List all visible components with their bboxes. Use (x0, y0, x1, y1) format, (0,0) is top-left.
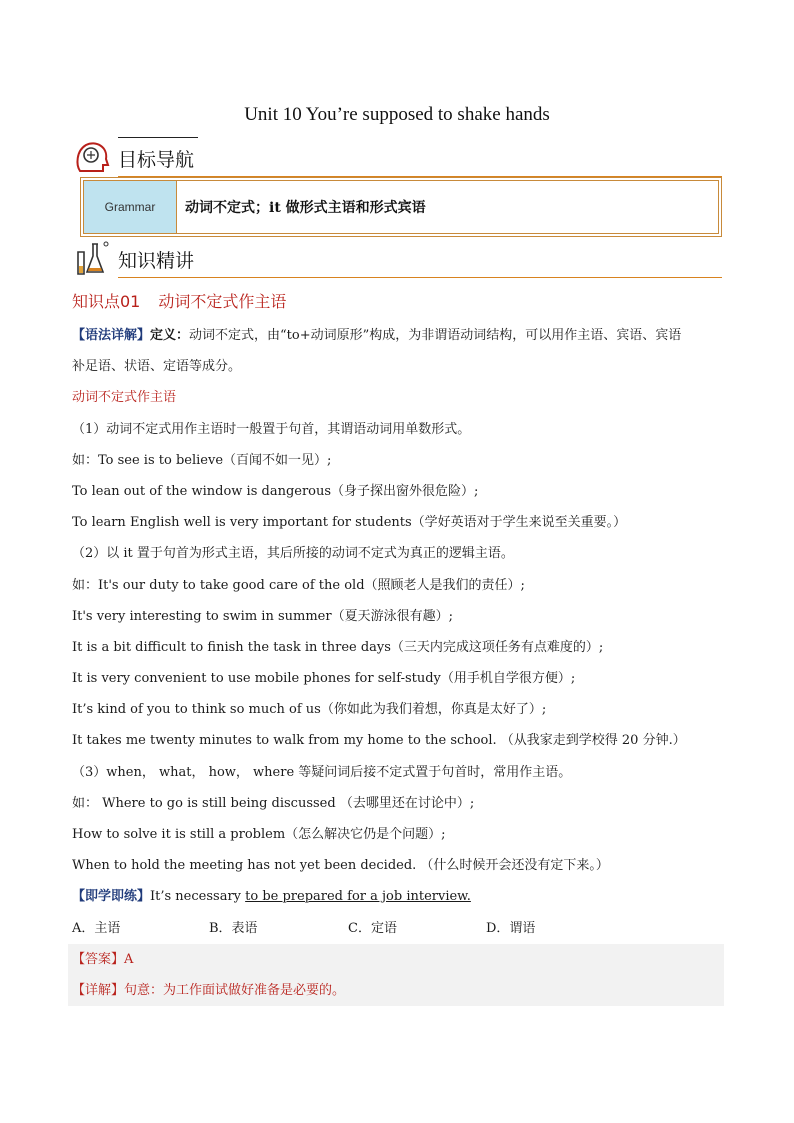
knowledge-point-number: 知识点01 (72, 292, 141, 311)
practice-question (72, 887, 732, 907)
knowledge-point-title (72, 289, 286, 312)
section-rule (118, 277, 722, 278)
detail-text: 句意：为工作面试做好准备是必要的。 (124, 983, 346, 998)
practice-stem: It’s necessary (150, 889, 246, 904)
detail-tag: 【详解】 (72, 983, 125, 998)
brain-head-icon (72, 137, 112, 177)
text-line: It's very interesting to swim in summer（夏天游泳很有趣）; (72, 609, 453, 624)
text-line: 如：To see is to believe（百闻不如一见）; (72, 453, 332, 468)
text-line: To learn English well is very important for students（学好英语对于学生来说至关重要。） (72, 515, 627, 530)
section-knowledge-header (72, 238, 722, 278)
text-line: （1）动词不定式用作主语时一般置于句首，其谓语动词用单数形式。 (72, 422, 471, 437)
definition-line-1 (72, 326, 732, 346)
text-line: 如：It's our duty to take good care of the old（照顾老人是我们的责任）; (72, 578, 525, 593)
text-line: 如： Where to go is still being discussed （去哪里还在讨论中）; (72, 796, 475, 811)
definition-text-1: 动词不定式，由“to+动词原形”构成，为非谓语动词结构，可以用作主语、宾语、宾语 (189, 328, 682, 343)
page-title: Unit 10 You’re supposed to shake hands (244, 104, 550, 125)
grammar-table (80, 177, 722, 237)
text-line: When to hold the meeting has not yet been decided. （什么时候开会还没有定下来。） (72, 858, 609, 873)
subheading: 动词不定式作主语 (72, 390, 177, 405)
option-d[interactable]: D．谓语 (486, 921, 536, 936)
text-line: It is a bit difficult to finish the task in three days（三天内完成这项任务有点难度的）; (72, 640, 604, 655)
section-top-line (118, 137, 198, 138)
practice-tag: 【即学即练】 (72, 889, 151, 904)
option-c[interactable]: C．定语 (348, 921, 397, 936)
answer-value: A (124, 952, 134, 967)
answer-box (68, 944, 724, 1006)
text-line: It is very convenient to use mobile phones for self-study（用手机自学很方便）; (72, 671, 576, 686)
section-goal-header (72, 137, 722, 177)
answer-line (72, 950, 732, 970)
text-line: How to solve it is still a problem（怎么解决它仍是个问题）; (72, 827, 446, 842)
knowledge-point-name: 动词不定式作主语 (158, 292, 287, 311)
definition-line-2: 补足语、状语、定语等成分。 (72, 359, 242, 374)
section-knowledge-label: 知识精讲 (118, 250, 195, 272)
grammar-label: Grammar (84, 181, 177, 233)
grammar-content: 动词不定式；it 做形式主语和形式宾语 (185, 200, 426, 216)
answer-tag: 【答案】 (72, 952, 125, 967)
text-line: （3）when， what， how， where 等疑问词后接不定式置于句首时，常用作主语。 (72, 765, 572, 780)
grammar-detail-tag: 【语法详解】 (72, 328, 151, 343)
text-line: （2）以 it 置于句首为形式主语，其后所接的动词不定式为真正的逻辑主语。 (72, 546, 514, 561)
text-line: It’s kind of you to think so much of us（你如此为我们着想，你真是太好了）; (72, 702, 547, 717)
option-b[interactable]: B．表语 (209, 921, 258, 936)
text-line: It takes me twenty minutes to walk from my home to the school. （从我家走到学校得 20 分钟.） (72, 733, 686, 748)
section-goal-label: 目标导航 (118, 149, 195, 171)
option-a[interactable]: A．主语 (72, 921, 121, 936)
practice-underlined: to be prepared for a job interview. (245, 889, 471, 904)
detail-line (72, 981, 732, 1001)
flask-icon (72, 238, 112, 278)
text-line: To lean out of the window is dangerous（身子探出窗外很危险）; (72, 484, 479, 499)
definition-label: 定义： (150, 328, 190, 343)
